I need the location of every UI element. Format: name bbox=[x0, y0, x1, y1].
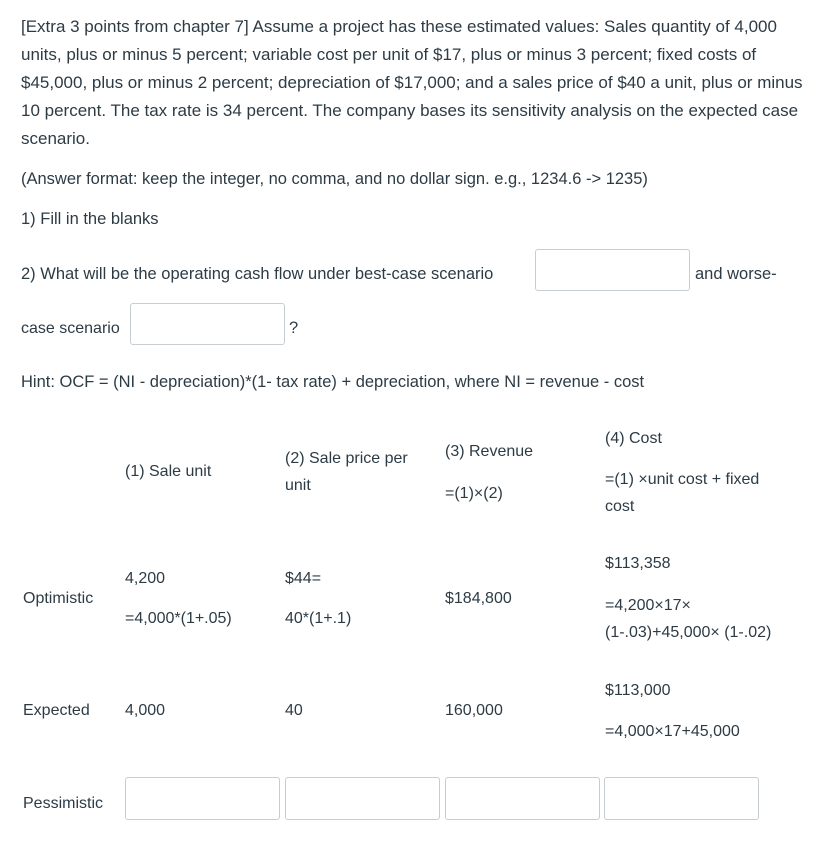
optimistic-cost: $113,358 bbox=[605, 555, 671, 572]
row-label-expected: Expected bbox=[23, 702, 90, 719]
expected-price: 40 bbox=[285, 702, 303, 719]
part2-line2-text: case scenario bbox=[21, 320, 120, 337]
best-case-ocf-input[interactable] bbox=[535, 249, 690, 291]
pessimistic-price-input[interactable] bbox=[285, 777, 440, 820]
header-sale-price-line1: (2) Sale price per bbox=[285, 450, 408, 467]
header-cost-line3: cost bbox=[605, 498, 635, 515]
optimistic-sale-unit-formula: =4,000*(1+.05) bbox=[125, 610, 232, 627]
optimistic-price: $44= bbox=[285, 570, 322, 587]
header-revenue-line1: (3) Revenue bbox=[445, 443, 534, 460]
expected-cost: $113,000 bbox=[605, 682, 671, 699]
worst-case-ocf-input[interactable] bbox=[130, 303, 285, 345]
part1-label: 1) Fill in the blanks bbox=[21, 210, 159, 228]
pessimistic-cost-input[interactable] bbox=[604, 777, 759, 820]
hint-text: Hint: OCF = (NI - depreciation)*(1- tax rate) + depreciation, where NI = revenue - cost bbox=[21, 373, 645, 391]
header-revenue-formula: =(1)×(2) bbox=[445, 485, 503, 502]
header-cost-line1: (4) Cost bbox=[605, 430, 662, 447]
expected-sale-unit: 4,000 bbox=[125, 702, 166, 719]
answer-format-note: (Answer format: keep the integer, no comma, and no dollar sign. e.g., 1234.6 -> 1235) bbox=[21, 170, 648, 188]
expected-revenue: 160,000 bbox=[445, 702, 503, 719]
part2-prompt: 2) What will be the operating cash flow under best-case scenario bbox=[21, 265, 494, 283]
row-label-optimistic: Optimistic bbox=[23, 590, 94, 607]
header-sale-unit: (1) Sale unit bbox=[125, 463, 212, 480]
header-cost-line2: =(1) ×unit cost + fixed bbox=[605, 471, 760, 488]
optimistic-cost-formula-line1: =4,200×17× bbox=[605, 597, 691, 614]
question-intro: [Extra 3 points from chapter 7] Assume a project has these estimated values: Sales quantity of 4,000 units, plus or minus 5 percent; variable cost per unit of $17, plus or minus 3 percent; fixed costs of $45,000, plus or minus 2 percent; depreciation of $17,000; and a sales price of $40 a unit, plus or minus 10 percent. The tax rate is 34 percent. The company bases its sensitivity analysis on the expected case scenario. bbox=[21, 17, 803, 148]
header-sale-price-line2: unit bbox=[285, 477, 311, 494]
pessimistic-revenue-input[interactable] bbox=[445, 777, 600, 820]
optimistic-cost-formula-line2: (1-.03)+45,000× (1-.02) bbox=[605, 624, 772, 641]
row-label-pessimistic: Pessimistic bbox=[23, 795, 104, 812]
optimistic-revenue: $184,800 bbox=[445, 590, 512, 607]
pessimistic-sale-unit-input[interactable] bbox=[125, 777, 280, 820]
optimistic-price-formula: 40*(1+.1) bbox=[285, 610, 352, 627]
part2-middle-text: and worse- bbox=[695, 265, 777, 283]
optimistic-sale-unit: 4,200 bbox=[125, 570, 166, 587]
expected-cost-formula: =4,000×17+45,000 bbox=[605, 723, 740, 740]
part2-question-mark: ? bbox=[289, 319, 299, 337]
